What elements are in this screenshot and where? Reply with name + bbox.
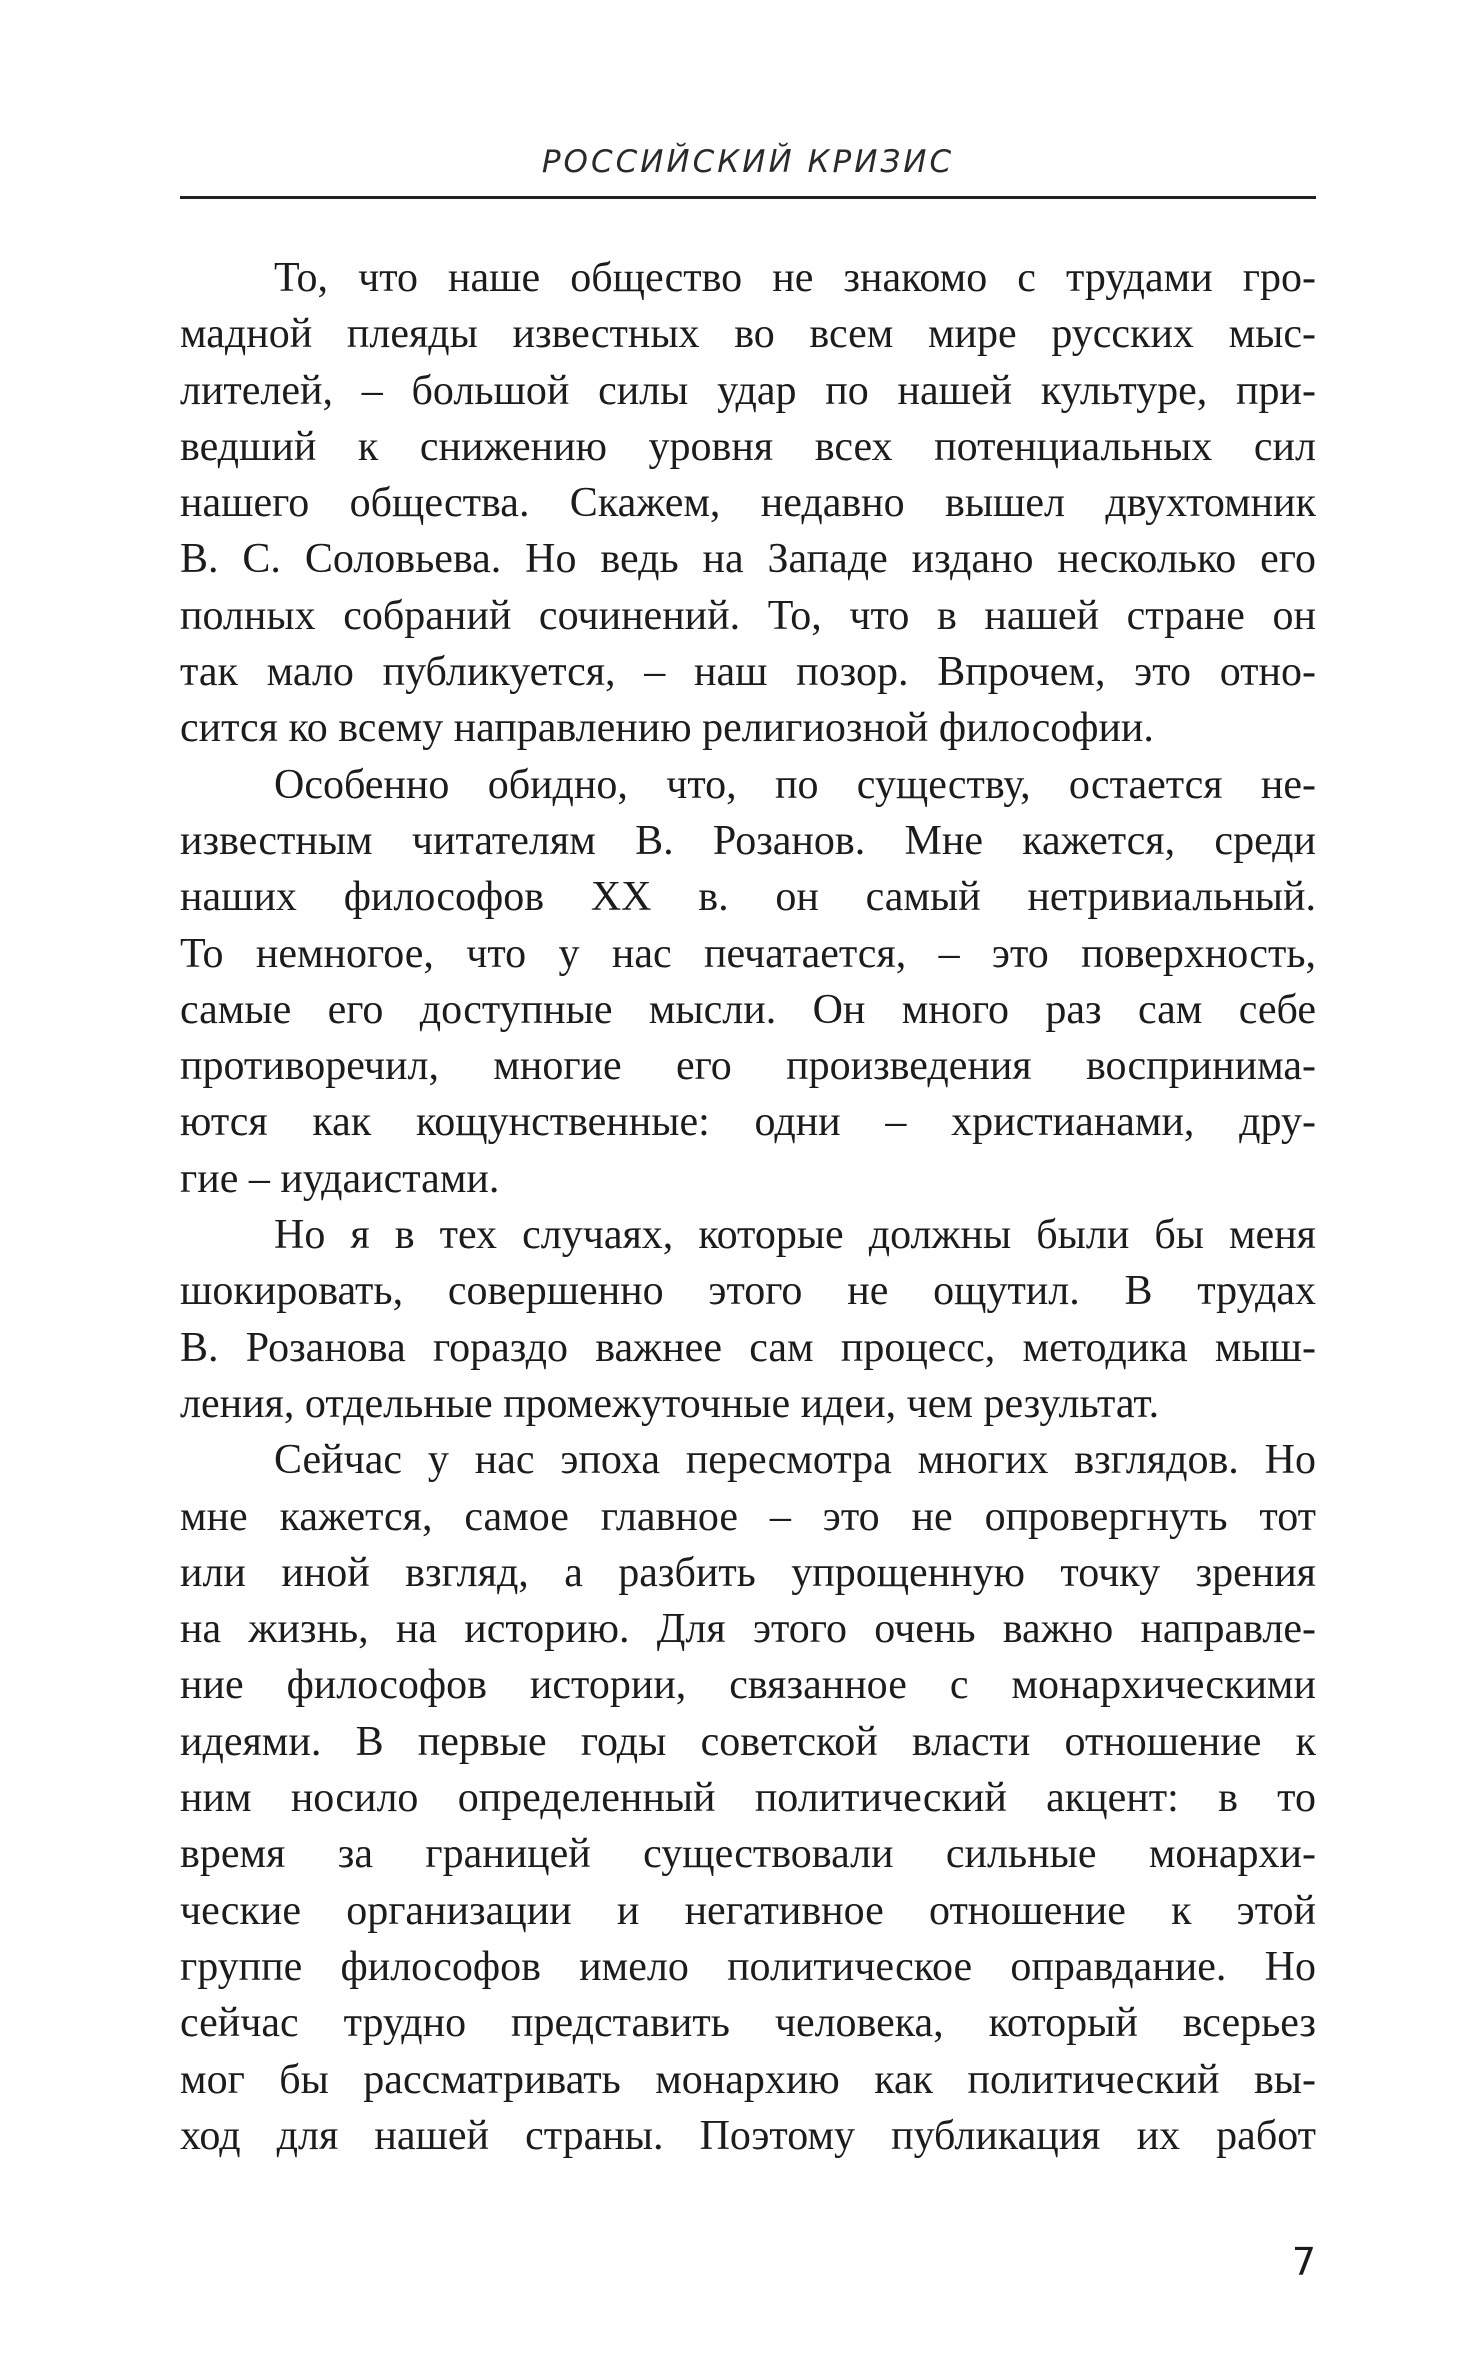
text-line: лителей, – большой силы удар по нашей культуре, при- <box>180 367 1316 414</box>
running-head: РОССИЙСКИЙ КРИЗИС <box>541 144 955 180</box>
text-line: шокировать, совершенно этого не ощутил. В трудах <box>180 1268 1316 1315</box>
text-line: ним носило определенный политический акцент: в то <box>180 1775 1316 1822</box>
text-line: группе философов имело политическое оправдание. Но <box>180 1943 1316 1990</box>
text-line: или иной взгляд, а разбить упрощенную точку зрения <box>180 1549 1316 1596</box>
page-number: 7 <box>1291 2240 1316 2284</box>
text-line: ются как кощунственные: одни – христианами, дру- <box>180 1099 1316 1146</box>
text-line: время за границей существовали сильные монархи- <box>180 1831 1316 1878</box>
text-line: То немногое, что у нас печатается, – это поверхность, <box>180 930 1316 977</box>
header-rule <box>180 196 1316 199</box>
text-line: ведший к снижению уровня всех потенциальных сил <box>180 423 1316 470</box>
text-line: на жизнь, на историю. Для этого очень важно направле- <box>180 1606 1316 1653</box>
text-line: мне кажется, самое главное – это не опровергнуть тот <box>180 1493 1316 1540</box>
text-line: То, что наше общество не знакомо с трудами гро- <box>274 255 1316 301</box>
text-line: мог бы рассматривать монархию как политический вы- <box>180 2056 1316 2103</box>
text-line: так мало публикуется, – наш позор. Впрочем, это отно- <box>180 649 1316 696</box>
text-line: известным читателям В. Розанов. Мне кажется, среди <box>180 817 1316 864</box>
text-line: В. С. Соловьева. Но ведь на Западе издано несколько его <box>180 536 1316 583</box>
text-line: Сейчас у нас эпоха пересмотра многих взглядов. Но <box>274 1437 1316 1484</box>
text-line: идеями. В первые годы советской власти отношение к <box>180 1718 1316 1765</box>
text-line: ческие организации и негативное отношение к этой <box>180 1887 1316 1934</box>
text-line: ход для нашей страны. Поэтому публикация их работ <box>180 2112 1316 2159</box>
text-line: сится ко всему направлению религиозной философии. <box>180 705 1154 752</box>
text-line: Но я в тех случаях, которые должны были бы меня <box>274 1212 1316 1259</box>
text-line: гие – иудаистами. <box>180 1155 500 1202</box>
text-line: В. Розанова гораздо важнее сам процесс, методика мыш- <box>180 1324 1316 1371</box>
text-line: наших философов XX в. он самый нетривиальный. <box>180 874 1316 921</box>
text-line: самые его доступные мысли. Он много раз сам себе <box>180 986 1316 1033</box>
text-line: ние философов истории, связанное с монархическими <box>180 1662 1316 1709</box>
text-line: нашего общества. Скажем, недавно вышел двухтомник <box>180 480 1316 527</box>
text-line: мадной плеяды известных во всем мире русских мыс- <box>180 311 1316 358</box>
text-line: ления, отдельные промежуточные идеи, чем результат. <box>180 1380 1160 1427</box>
text-line: Особенно обидно, что, по существу, остается не- <box>274 761 1316 808</box>
text-line: противоречил, многие его произведения воспринима- <box>180 1043 1316 1090</box>
text-line: полных собраний сочинений. То, что в нашей стране он <box>180 592 1316 639</box>
body-text <box>180 250 1316 2164</box>
text-line: сейчас трудно представить человека, который всерьез <box>180 2000 1316 2047</box>
